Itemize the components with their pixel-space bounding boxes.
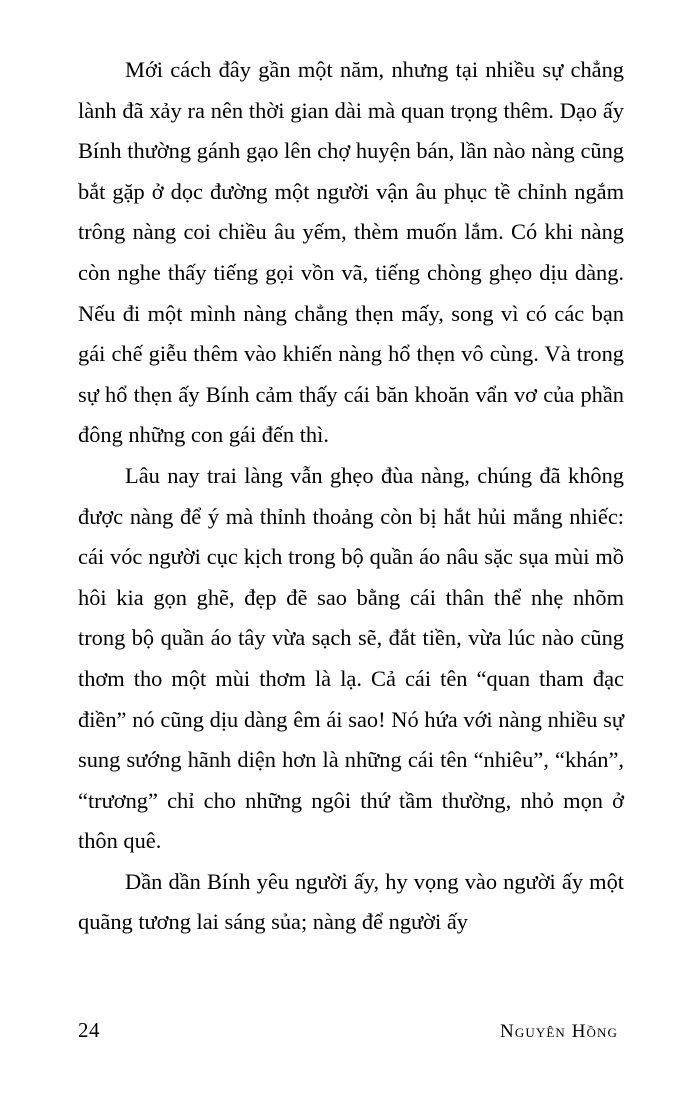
page-body-text [78,50,624,943]
paragraph: Mới cách đây gần một năm, nhưng tại nhiều sự chẳng lành đã xảy ra nên thời gian dài mà quan trọng thêm. Dạo ấy Bính thường gánh gạo lên chợ huyện bán, lần nào nàng cũng bắt gặp ở dọc đường một người vận âu phục tề chỉnh ngắm trông nàng coi chiều âu yếm, thèm muốn lắm. Có khi nàng còn nghe thấy tiếng gọi vồn vã, tiếng chòng ghẹo dịu dàng. Nếu đi một mình nàng chẳng thẹn mấy, song vì có các bạn gái chế giễu thêm vào khiến nàng hổ thẹn vô cùng. Và trong sự hổ thẹn ấy Bính cảm thấy cái băn khoăn vẩn vơ của phần đông những con gái đến thì. [78,57,624,448]
page-number: 24 [78,1018,100,1042]
paragraph: Dần dần Bính yêu người ấy, hy vọng vào người ấy một quãng tương lai sáng sủa; nàng để người ấy [78,868,624,935]
running-head-author: Nguyên Hồng [500,1021,618,1042]
paragraph: Lâu nay trai làng vẫn ghẹo đùa nàng, chúng đã không được nàng để ý mà thỉnh thoảng còn bị hắt hủi mắng nhiếc: cái vóc người cục kịch trong bộ quần áo nâu sặc sụa mùi mồ hôi kia gọn ghẽ, đẹp đẽ sao bằng cái thân thể nhẹ nhõm trong bộ quần áo tây vừa sạch sẽ, đắt tiền, vừa lúc nào cũng thơm tho một mùi thơm là lạ. Cả cái tên “quan tham đạc điền” nó cũng dịu dàng êm ái sao! Nó hứa với nàng nhiều sự sung sướng hãnh diện hơn là những cái tên “nhiêu”, “khán”, “trương” chỉ cho những ngôi thứ tầm thường, nhỏ mọn ở thôn quê. [78,462,624,854]
page-footer [78,1018,622,1048]
